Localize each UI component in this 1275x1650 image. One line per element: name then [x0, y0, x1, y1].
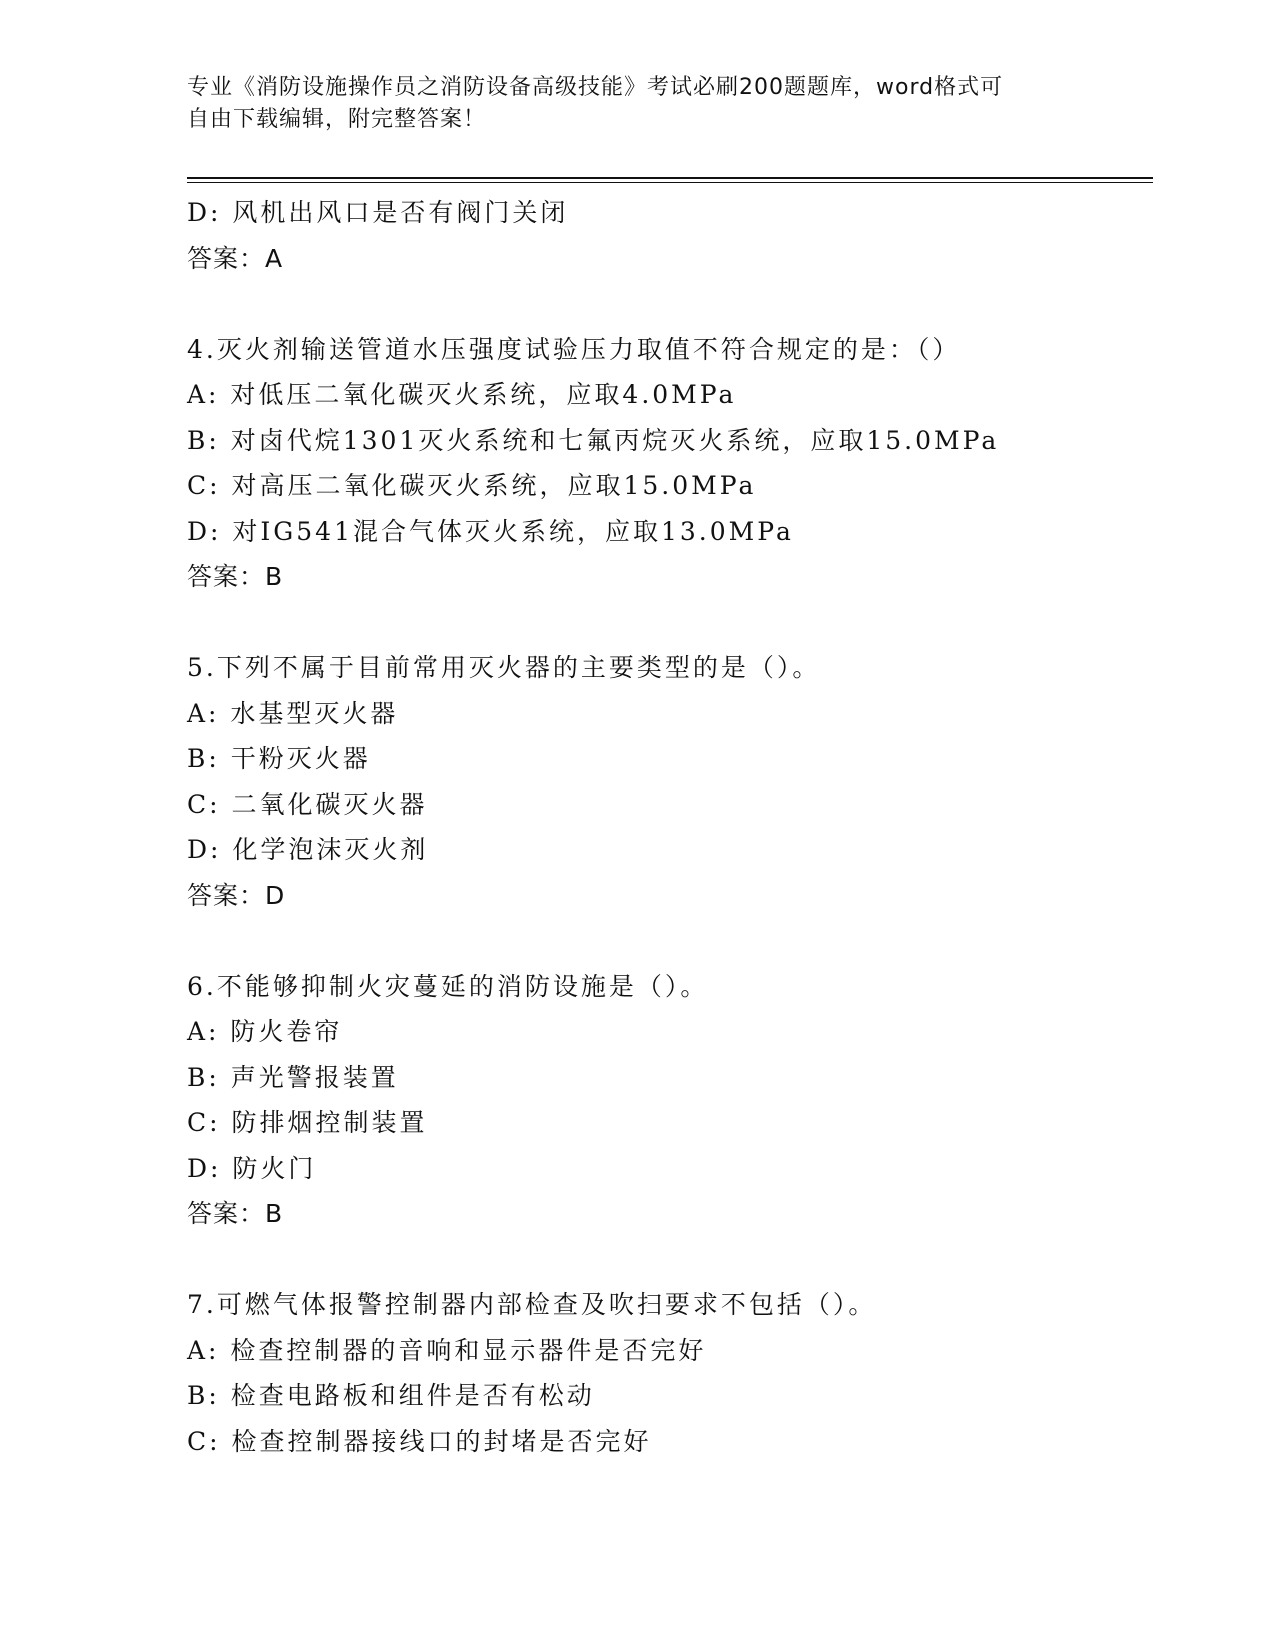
option-line: B: 干粉灭火器: [187, 744, 371, 773]
option-line: D: 风机出风口是否有阀门关闭: [187, 198, 569, 227]
spacer: [187, 600, 1147, 646]
answer-value: B: [265, 1199, 284, 1228]
header-line-2: 自由下载编辑，附完整答案！: [187, 107, 487, 132]
option-line: B: 对卤代烷1301灭火系统和七氟丙烷灭火系统，应取15.0MPa: [187, 425, 1000, 455]
header-rule-thin: [187, 182, 1153, 183]
option-line: B: 声光警报装置: [187, 1062, 399, 1092]
option-line: C: 二氧化碳灭火器: [187, 789, 428, 819]
answer-line: [187, 873, 1147, 919]
answer-label: 答案：: [187, 243, 266, 273]
answer-value: D: [265, 880, 286, 910]
option-line: D: 化学泡沫灭火剂: [187, 835, 429, 864]
question-stem: 6.不能够抑制火灾蔓延的消防设施是（）。: [187, 971, 709, 1001]
question-stem: 7.可燃气体报警控制器内部检查及吹扫要求不包括（）。: [187, 1290, 877, 1319]
option-line: C: 防排烟控制装置: [187, 1108, 428, 1137]
document-header: [187, 72, 1087, 136]
option-line: D: 对IG541混合气体灭火系统，应取13.0MPa: [187, 516, 794, 546]
option-line: C: 检查控制器接线口的封堵是否完好: [187, 1426, 652, 1456]
option-line: D: 防火门: [187, 1153, 317, 1183]
option-line: C: 对高压二氧化碳灭火系统，应取15.0MPa: [187, 471, 757, 500]
question-stem: 5.下列不属于目前常用灭火器的主要类型的是（）。: [187, 653, 821, 682]
answer-value: B: [265, 562, 284, 591]
question-list: [187, 190, 1147, 1464]
answer-line: [187, 236, 1147, 282]
spacer: [187, 281, 1147, 327]
answer-line: [187, 554, 1147, 600]
answer-label: 答案：: [187, 880, 266, 910]
header-rule-thick: [187, 177, 1153, 179]
answer-label: 答案：: [187, 562, 266, 591]
option-line: A: 对低压二氧化碳灭火系统，应取4.0MPa: [187, 380, 737, 409]
option-line: A: 检查控制器的音响和显示器件是否完好: [187, 1335, 707, 1365]
option-line: A: 水基型灭火器: [187, 698, 399, 728]
answer-value: A: [265, 243, 284, 273]
question-stem: 4.灭火剂输送管道水压强度试验压力取值不符合规定的是：（）: [187, 334, 961, 364]
spacer: [187, 918, 1147, 964]
option-line: A: 防火卷帘: [187, 1017, 343, 1046]
option-line: B: 检查电路板和组件是否有松动: [187, 1381, 595, 1410]
header-line-1: 专业《消防设施操作员之消防设备高级技能》考试必刷200题题库，word格式可: [187, 75, 1004, 100]
answer-line: [187, 1191, 1147, 1237]
answer-label: 答案：: [187, 1199, 266, 1228]
spacer: [187, 1237, 1147, 1283]
